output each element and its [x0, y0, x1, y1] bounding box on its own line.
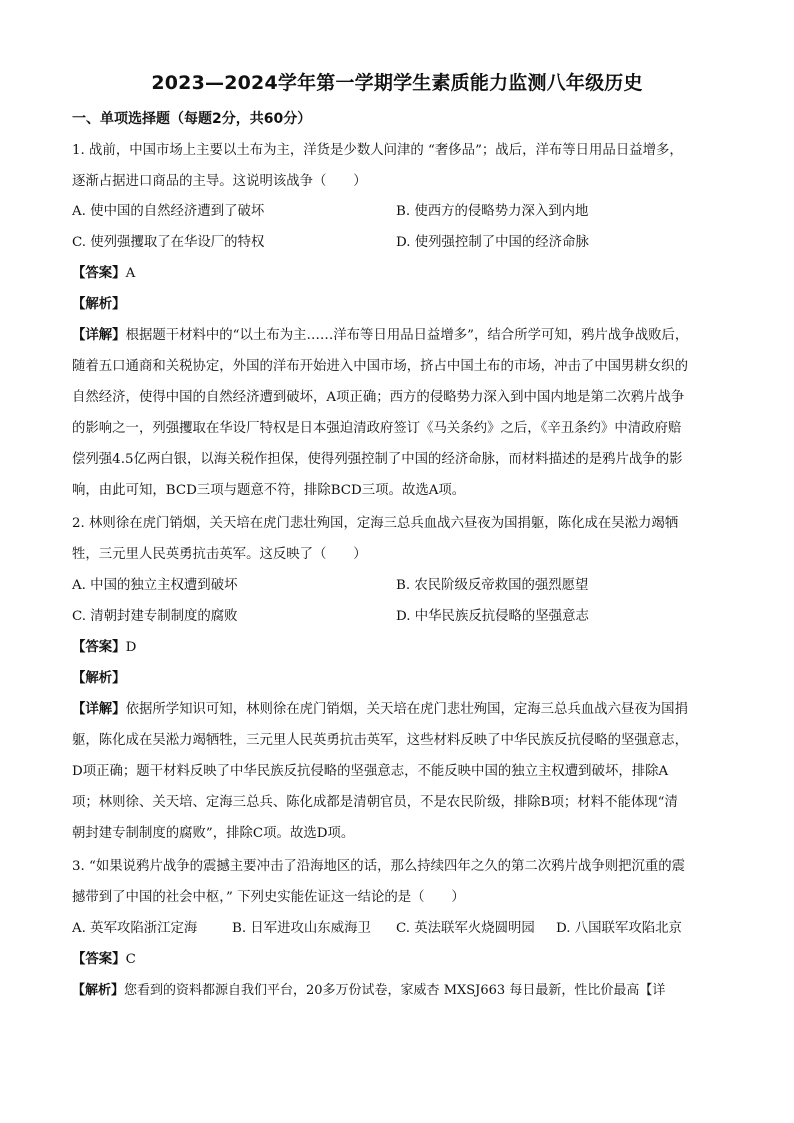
q3-option-b: B. 日军进攻山东威海卫 — [232, 921, 371, 936]
analysis-tag: 【解析】 — [72, 671, 126, 686]
q2-detail-line-4: 项；林则徐、关天培、定海三总兵、陈化成都是清朝官员，不是农民阶级，排除B项；材料不能体现“清 — [72, 795, 678, 810]
q1-detail-line-1 — [72, 321, 732, 351]
answer-tag: 【答案】 — [72, 952, 126, 967]
q1-detail-line-5: 偿列强4.5亿两白银，以海关税作担保，使得列强控制了中国的经济命脉，而材料描述的是鸦片战争的影 — [72, 452, 683, 467]
q1-detail-text-1: 根据题干材料中的“以土布为主……洋布等日用品日益增多”，结合所学可知，鸦片战争战败后， — [125, 328, 689, 343]
q1-stem-line-2: 逐渐占据进口商品的主导。这说明该战争（ ） — [72, 174, 367, 189]
answer-tag: 【答案】 — [72, 640, 126, 655]
answer-tag: 【答案】 — [72, 266, 126, 281]
q1-option-a: A. 使中国的自然经济遭到了破坏 — [72, 204, 265, 219]
q2-answer — [72, 633, 732, 663]
q3-analysis-line — [72, 976, 732, 1006]
q2-detail-line-5: 朝封建专制制度的腐败”，排除C项。故选D项。 — [72, 826, 355, 841]
q2-detail-line-3: D项正确；题干材料反映了中华民族反抗侵略的坚强意志，不能反映中国的独立主权遭到破坏，排除A — [72, 764, 669, 779]
q2-detail-line-2: 躯，陈化成在吴淞力竭牺牲，三元里人民英勇抗击英军，这些材料反映了中华民族反抗侵略的坚强意志， — [72, 733, 688, 748]
q2-detail-text-1: 依据所学知识可知，林则徐在虎门销烟，关天培在虎门悲壮殉国，定海三总兵血战六昼夜为国捐 — [125, 702, 688, 717]
q2-option-a: A. 中国的独立主权遭到破坏 — [72, 578, 238, 593]
q1-analysis-tag — [72, 290, 732, 320]
q3-option-a: A. 英军攻陷浙江定海 — [72, 921, 198, 936]
q2-stem-line-2: 牲，三元里人民英勇抗击英军。这反映了（ ） — [72, 547, 367, 562]
q2-option-b: B. 农民阶级反帝救国的强烈愿望 — [396, 578, 589, 593]
section-heading: 一、单项选择题（每题2分，共60分） — [72, 111, 312, 127]
q1-detail-line-3: 自然经济，使得中国的自然经济遭到破坏，A项正确；西方的侵略势力深入到中国内地是第二次鸦片战争 — [72, 390, 685, 405]
q2-stem-line-1: 2. 林则徐在虎门销烟，关天培在虎门悲壮殉国，定海三总兵血战六昼夜为国捐躯，陈化成在吴淞力竭牺 — [72, 516, 679, 531]
detail-tag: 【详解】 — [72, 328, 126, 343]
q1-option-b: B. 使西方的侵略势力深入到内地 — [396, 204, 589, 219]
analysis-tag: 【解析】 — [72, 297, 126, 312]
q1-detail-line-2: 随着五口通商和关税协定，外国的洋布开始进入中国市场，挤占中国土布的市场，冲击了中国男耕女织的 — [72, 359, 688, 374]
q3-stem-line-1: 3. “如果说鸦片战争的震撼主要冲击了沿海地区的话，那么持续四年之久的第二次鸦片战争则把沉重的震 — [72, 859, 686, 874]
detail-tag: 【详解】 — [72, 702, 126, 717]
q2-detail-line-1 — [72, 695, 732, 725]
promo-text: 您看到的资料都源自我们平台，20多万份试卷，家威杏 MXSJ663 每日最新，性比价最高【详 — [124, 983, 666, 998]
q1-answer-value: A — [125, 266, 136, 281]
q1-detail-line-4: 的影响之一，列强攫取在华设厂特权是日本强迫清政府签订《马关条约》之后，《辛丑条约》中清政府赔 — [72, 421, 682, 436]
q1-answer — [72, 259, 732, 289]
q1-option-d: D. 使列强控制了中国的经济命脉 — [396, 235, 589, 250]
q3-option-d: D. 八国联军攻陷北京 — [556, 921, 682, 936]
q2-option-c: C. 清朝封建专制制度的腐败 — [72, 609, 238, 624]
q3-answer — [72, 945, 732, 975]
q1-detail-line-6: 响，由此可知，BCD三项与题意不符，排除BCD三项。故选A项。 — [72, 483, 466, 498]
q3-stem-line-2: 撼带到了中国的社会中枢，” 下列史实能佐证这一结论的是（ ） — [72, 890, 465, 905]
q3-option-c: C. 英法联军火烧圆明园 — [396, 921, 535, 936]
q3-answer-value: C — [125, 952, 136, 967]
page-title: 2023—2024学年第一学期学生素质能力监测八年级历史 — [151, 72, 643, 94]
q2-analysis-tag — [72, 664, 732, 694]
q1-option-c: C. 使列强攫取了在华设厂的特权 — [72, 235, 265, 250]
q2-answer-value: D — [125, 640, 137, 655]
q1-stem-line-1: 1. 战前，中国市场上主要以土布为主，洋货是少数人问津的 “奢侈品”；战后，洋布等日用品日益增多， — [72, 143, 683, 158]
analysis-tag: 【解析】 — [72, 983, 125, 998]
q2-option-d: D. 中华民族反抗侵略的坚强意志 — [396, 609, 589, 624]
